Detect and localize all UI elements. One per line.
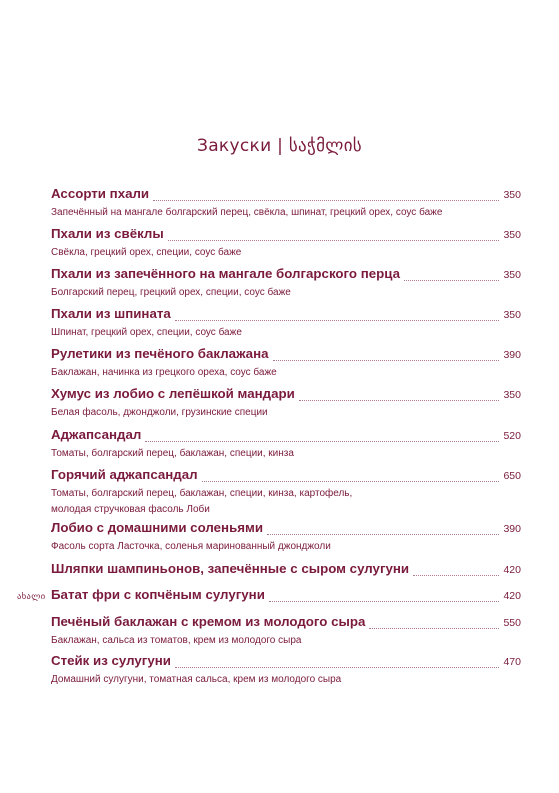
dish-description: Свёкла, грецкий орех, специи, соус баже	[51, 247, 242, 258]
menu-item	[51, 520, 521, 554]
section-title: Закуски | საჭმლის	[197, 136, 362, 156]
dish-price: 350	[503, 229, 521, 241]
dish-price: 390	[503, 523, 521, 535]
menu-item	[51, 226, 521, 260]
menu-item-row	[51, 614, 521, 632]
menu-item	[51, 653, 521, 687]
dish-description: Томаты, болгарский перец, баклажан, специи, кинза	[51, 448, 294, 459]
dish-name: Печёный баклажан с кремом из молодого сыра	[51, 614, 366, 629]
dot-leader	[153, 199, 499, 201]
menu-item-row	[51, 561, 521, 579]
dot-leader	[369, 627, 499, 629]
dish-name: Горячий аджапсандал	[51, 467, 198, 482]
dot-leader	[145, 440, 499, 442]
menu-item	[51, 587, 521, 605]
dish-name: Пхали из шпината	[51, 306, 171, 321]
menu-item-row	[51, 386, 521, 404]
dot-leader	[269, 600, 500, 602]
dot-leader	[168, 239, 500, 241]
dish-description: Фасоль сорта Ласточка, соленья маринованный джонджоли	[51, 541, 331, 552]
dish-name: Батат фри с копчёным сулугуни	[51, 587, 265, 602]
dish-description: молодая стручковая фасоль Лоби	[51, 503, 210, 515]
dish-price: 420	[503, 564, 521, 576]
dish-price: 390	[503, 349, 521, 361]
dish-name: Аджапсандал	[51, 427, 142, 442]
dish-description: Болгарский перец, грецкий орех, специи, соус баже	[51, 287, 291, 298]
dish-description: Баклажан, сальса из томатов, крем из молодого сыра	[51, 635, 302, 646]
dish-description: Белая фасоль, джонджоли, грузинские специи	[51, 407, 268, 418]
dish-price: 650	[503, 470, 521, 482]
menu-item	[51, 386, 521, 420]
dish-description: Запечённый на мангале болгарский перец, свёкла, шпинат, грецкий орех, соус баже	[51, 207, 443, 218]
dish-price: 520	[503, 430, 521, 442]
dish-name: Лобио с домашними соленьями	[51, 520, 264, 535]
dish-name: Пхали из свёклы	[51, 226, 164, 241]
dish-price: 350	[503, 309, 521, 321]
dish-price: 350	[503, 189, 521, 201]
dot-leader	[175, 666, 500, 668]
menu-item	[51, 614, 521, 648]
dish-description: Шпинат, грецкий орех, специи, соус баже	[51, 327, 242, 338]
menu-item-row	[51, 467, 521, 485]
dish-price: 550	[503, 617, 521, 629]
menu-item	[51, 427, 521, 461]
new-badge: ახალი	[17, 591, 46, 601]
menu-item-row	[51, 653, 521, 671]
menu-item	[51, 467, 521, 516]
dot-leader	[273, 359, 500, 361]
dot-leader	[267, 533, 499, 535]
dot-leader	[404, 279, 499, 281]
dish-description: Домашний сулугуни, томатная сальса, крем из молодого сыра	[51, 674, 342, 685]
dish-price: 470	[503, 656, 521, 668]
menu-item	[51, 186, 521, 220]
dish-name: Рулетики из печёного баклажана	[51, 346, 269, 361]
dot-leader	[299, 399, 500, 401]
menu-item-row	[51, 266, 521, 284]
menu-item-row	[51, 306, 521, 324]
dish-name: Ассорти пхали	[51, 186, 150, 201]
dish-description: Томаты, болгарский перец, баклажан, специи, кинза, картофель,	[51, 488, 353, 499]
menu-item	[51, 346, 521, 380]
dish-name: Стейк из сулугуни	[51, 653, 171, 668]
dish-price: 420	[503, 590, 521, 602]
dish-description: Баклажан, начинка из грецкого ореха, соус баже	[51, 367, 277, 378]
menu-item-row	[51, 226, 521, 244]
menu-item	[51, 266, 521, 300]
menu-item	[51, 561, 521, 579]
menu-item-row	[51, 427, 521, 445]
dish-price: 350	[503, 269, 521, 281]
dish-name: Шляпки шампиньонов, запечённые с сыром сулугуни	[51, 561, 410, 576]
dish-price: 350	[503, 389, 521, 401]
dot-leader	[175, 319, 500, 321]
menu-item-row	[51, 346, 521, 364]
dish-name: Хумус из лобио с лепёшкой мандари	[51, 386, 295, 401]
menu-item-row	[51, 587, 521, 605]
dot-leader	[202, 480, 500, 482]
menu-item-row	[51, 520, 521, 538]
dot-leader	[413, 574, 499, 576]
menu-item-row	[51, 186, 521, 204]
menu-item	[51, 306, 521, 340]
dish-name: Пхали из запечённого на мангале болгарского перца	[51, 266, 401, 281]
